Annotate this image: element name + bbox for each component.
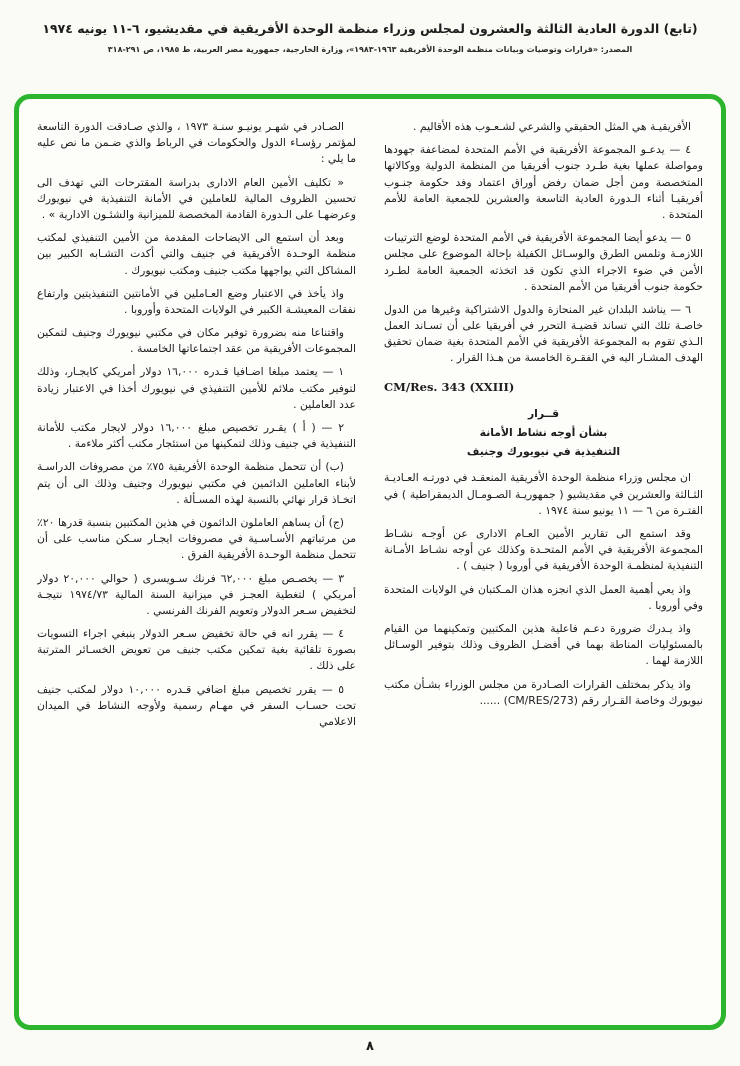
page-header <box>0 0 740 54</box>
paragraph: « تكليف الأمين العام الادارى بدراسة المقترحات التي تهدف الى تحسين الظروف المالية للعاملين في الأمانة التنفيذية في نيويورك وعرضهـا على الـدورة القادمة المخصصة للميزانية والشئـون الادارية » . <box>37 175 356 221</box>
resolution-heading-line: التنفيذية في نيويورك وجنيف <box>466 445 621 459</box>
paragraph: واذ يـدرك ضرورة دعـم فاعلية هذين المكتبين وتمكينهما من القيام بالمسئوليات المناطة بهما في أفضـل الظروف وذلك بتوفير الوسـائل اللازمة لهما . <box>384 621 703 668</box>
paragraph: ١ — يعتمد مبلغا اضـافيا قـدره ١٦,٠٠٠ دولار أمريكي كايجـار، وذلك لتوفير مكتب ملائم للأمين التنفيذي في نيويورك أخذا في الاعتبار زيادة عدد العاملين . <box>37 365 356 411</box>
paragraph: ٢ — ( أ ) يقـرر تخصيص مبلغ ١٦,٠٠٠ دولار لايجار مكتب للأمانة التنفيذية في جنيف وذلك لتمكينها من استئجار مكتب أكثر ملاءمة . <box>37 421 356 451</box>
resolution-heading <box>384 406 703 461</box>
resolution-heading-line: بشأن أوجه نشاط الأمانة <box>479 426 608 440</box>
paragraph: ٥ — يقرر تخصيص مبلغ اضافي قـدره ١٠,٠٠٠ دولار لمكتب جنيف تحت حسـاب السفر في مهـام رسمية ولأوجه النشاط في الميدان الاعلامي <box>37 682 356 728</box>
paragraph: واذ يأخذ في الاعتبار وضع العـاملين في الأمانتين التنفيذيتين وارتفاع نفقات المعيشـة الكبير في الولايات المتحدة وأوروبا . <box>37 286 356 316</box>
paragraph: ٤ — يدعـو المجموعة الأفريقية في الأمم المتحدة لمضاعفة جهودها ومواصلة عملها بغية طـرد جنوب أفريقيا من المنظمة الدولية ووكالاتها المتخصصة ومن أجل ضمان رفض أوراق اعتماد وفد حكومة جنـوب أفريقيـا أثناء الـدورة العادية التاسعة والعشرين للجمعية العامة للأمم المتحدة . <box>384 143 703 221</box>
page-number: ٨ <box>366 1039 374 1054</box>
paragraph: واذ يذكر بمختلف القرارات الصـادرة من مجلس الوزراء بشـأن مكتب نيويورك وخاصة القـرار رقم (CM/RES/273) ...... <box>384 677 703 707</box>
paragraph: (ج) أن يساهم العاملون الدائمون في هذين المكتبين بنسبة قدرها ٢٠٪ من مرتباتهم الأسـاسـية في مصروفات ايجـار سـكن مناسب على أن تتحمل منظمة الوحـدة الأفريقية الفرق . <box>37 515 356 562</box>
resolution-heading-line: قــرار <box>527 406 560 420</box>
paragraph: ان مجلس وزراء منظمة الوحدة الأفريقية المنعقـد في دورتـه العـاديـة الثـالثة والعشرين في مقديشيو ( جمهوريـة الصـومـال الديمقراطية ) في الفتـرة من ٦ — ١١ يونيو سنة ١٩٧٤ . <box>384 471 703 517</box>
paragraph: وبعد أن استمع الى الايضاحات المقدمة من الأمين التنفيذي لمكتب منظمة الوحـدة الأفريقية في جنيف والتي أكدت التشـابه الكبير بين المشاكل التي يواجهها مكتب جنيف ومكتب نيويورك . <box>37 231 356 277</box>
paragraph: الأفريقيـة هي المثل الحقيقي والشرعي لشـعـوب هذه الأقاليم . <box>412 120 691 133</box>
document-frame <box>14 94 726 1030</box>
paragraph: (ب) أن تتحمل منظمة الوحدة الأفريقية ٧٥٪ من مصروفات الدراسـة لأبناء العاملين الدائمين في مكتبي نيويورك وجنيف وذلك الى أن يتم اتخـاذ قرار نهائي بالنسبة لهذه المسـألة . <box>37 460 356 506</box>
paragraph: وقد استمع الى تقارير الأمين العـام الادارى عن أوجـه نشـاط المجموعة الأفريقية في الأمم المتحـدة وكذلك عن أوجه نشـاط الأمـانة التنفيذية لمنظمـة الوحدة الأفريقية في أوروبا ( جنيف ) . <box>384 527 703 573</box>
paragraph: ٥ — يدعو أيضا المجموعة الأفريقية في الأمم المتحدة لوضع الترتيبات اللازمـة وتلمس الطرق والوسـائل الكفيلة بإحالة الموضوع على مجلس الأمن في ضوء الاجراء الذي تكون قد اتخذته الجمعية العامة لطـرد حكومة جنوب أفريقيا من الأمم المتحدة . <box>384 231 703 293</box>
paragraph: واقتناعا منه بضرورة توفير مكان في مكتبي نيويورك وجنيف لتمكين المجموعات الأفريقية من عقد اجتماعاتها الخامسة . <box>37 326 356 356</box>
paragraph: ٣ — يخصـص مبلغ ٦٢,٠٠٠ فرنك سـويسرى ( حوالي ٢٠,٠٠٠ دولار أمريكي ) لتغطية العجـز في ميزانية السنة المالية ١٩٧٤/٧٣ نتيجـة لتخفيض سـعر الدولار وتعويم الفرنك الفرنسي . <box>37 571 356 617</box>
resolution-reference: CM/Res. 343 (XXIII) <box>384 379 515 394</box>
left-column <box>37 119 356 1011</box>
paragraph: الصـادر في شهـر يونيـو سنـة ١٩٧٣ ، والذي صـادقت الدورة التاسعة لمؤتمر رؤسـاء الدول والحكومات في الرباط والذي ضـمن ما نص عليه ما يلي : <box>37 120 356 166</box>
paragraph: واذ يعي أهمية العمل الذي انجزه هذان المـكتبان في الولايات المتحدة وفي أوروبا . <box>384 582 703 612</box>
paragraph: ٦ — يناشد البلدان غير المنحازة والدول الاشتراكية وغيرها من الدول خاصـة تلك التي تساند قضيـة التحرر في أفريقيا على أن تسـاند العمل الـذي تقوم به المجموعة الأفريقية في الأمم المتحدة بغية ضمان تحقيق الهدف المشـار اليه في الفقـرة الخامسة من هـذا القرار . <box>384 302 703 365</box>
text-columns <box>37 119 703 1011</box>
header-source: المصدر: «قرارات وتوصيات وبيانات منظمة الوحدة الأفريقية ١٩٦٣-١٩٨٣»، وزارة الخارجية، جمهورية مصر العربية، ط ١٩٨٥، ص ٢٩١-٣١٨ <box>107 44 633 54</box>
right-column <box>384 119 703 1011</box>
paragraph: ٤ — يقرر انه في حالة تخفيض سـعر الدولار ينبغي اجراء التسويات بصورة تلقائية بغية تمكين مكتب جنيف من تعويض الخسـائر المترتبة على ذلك . <box>37 627 356 673</box>
header-title: (تابع) الدورة العادية الثالثة والعشرون لمجلس وزراء منظمة الوحدة الأفريقية في مقديشيو، ٦-١١ يونيه ١٩٧٤ <box>42 21 698 36</box>
